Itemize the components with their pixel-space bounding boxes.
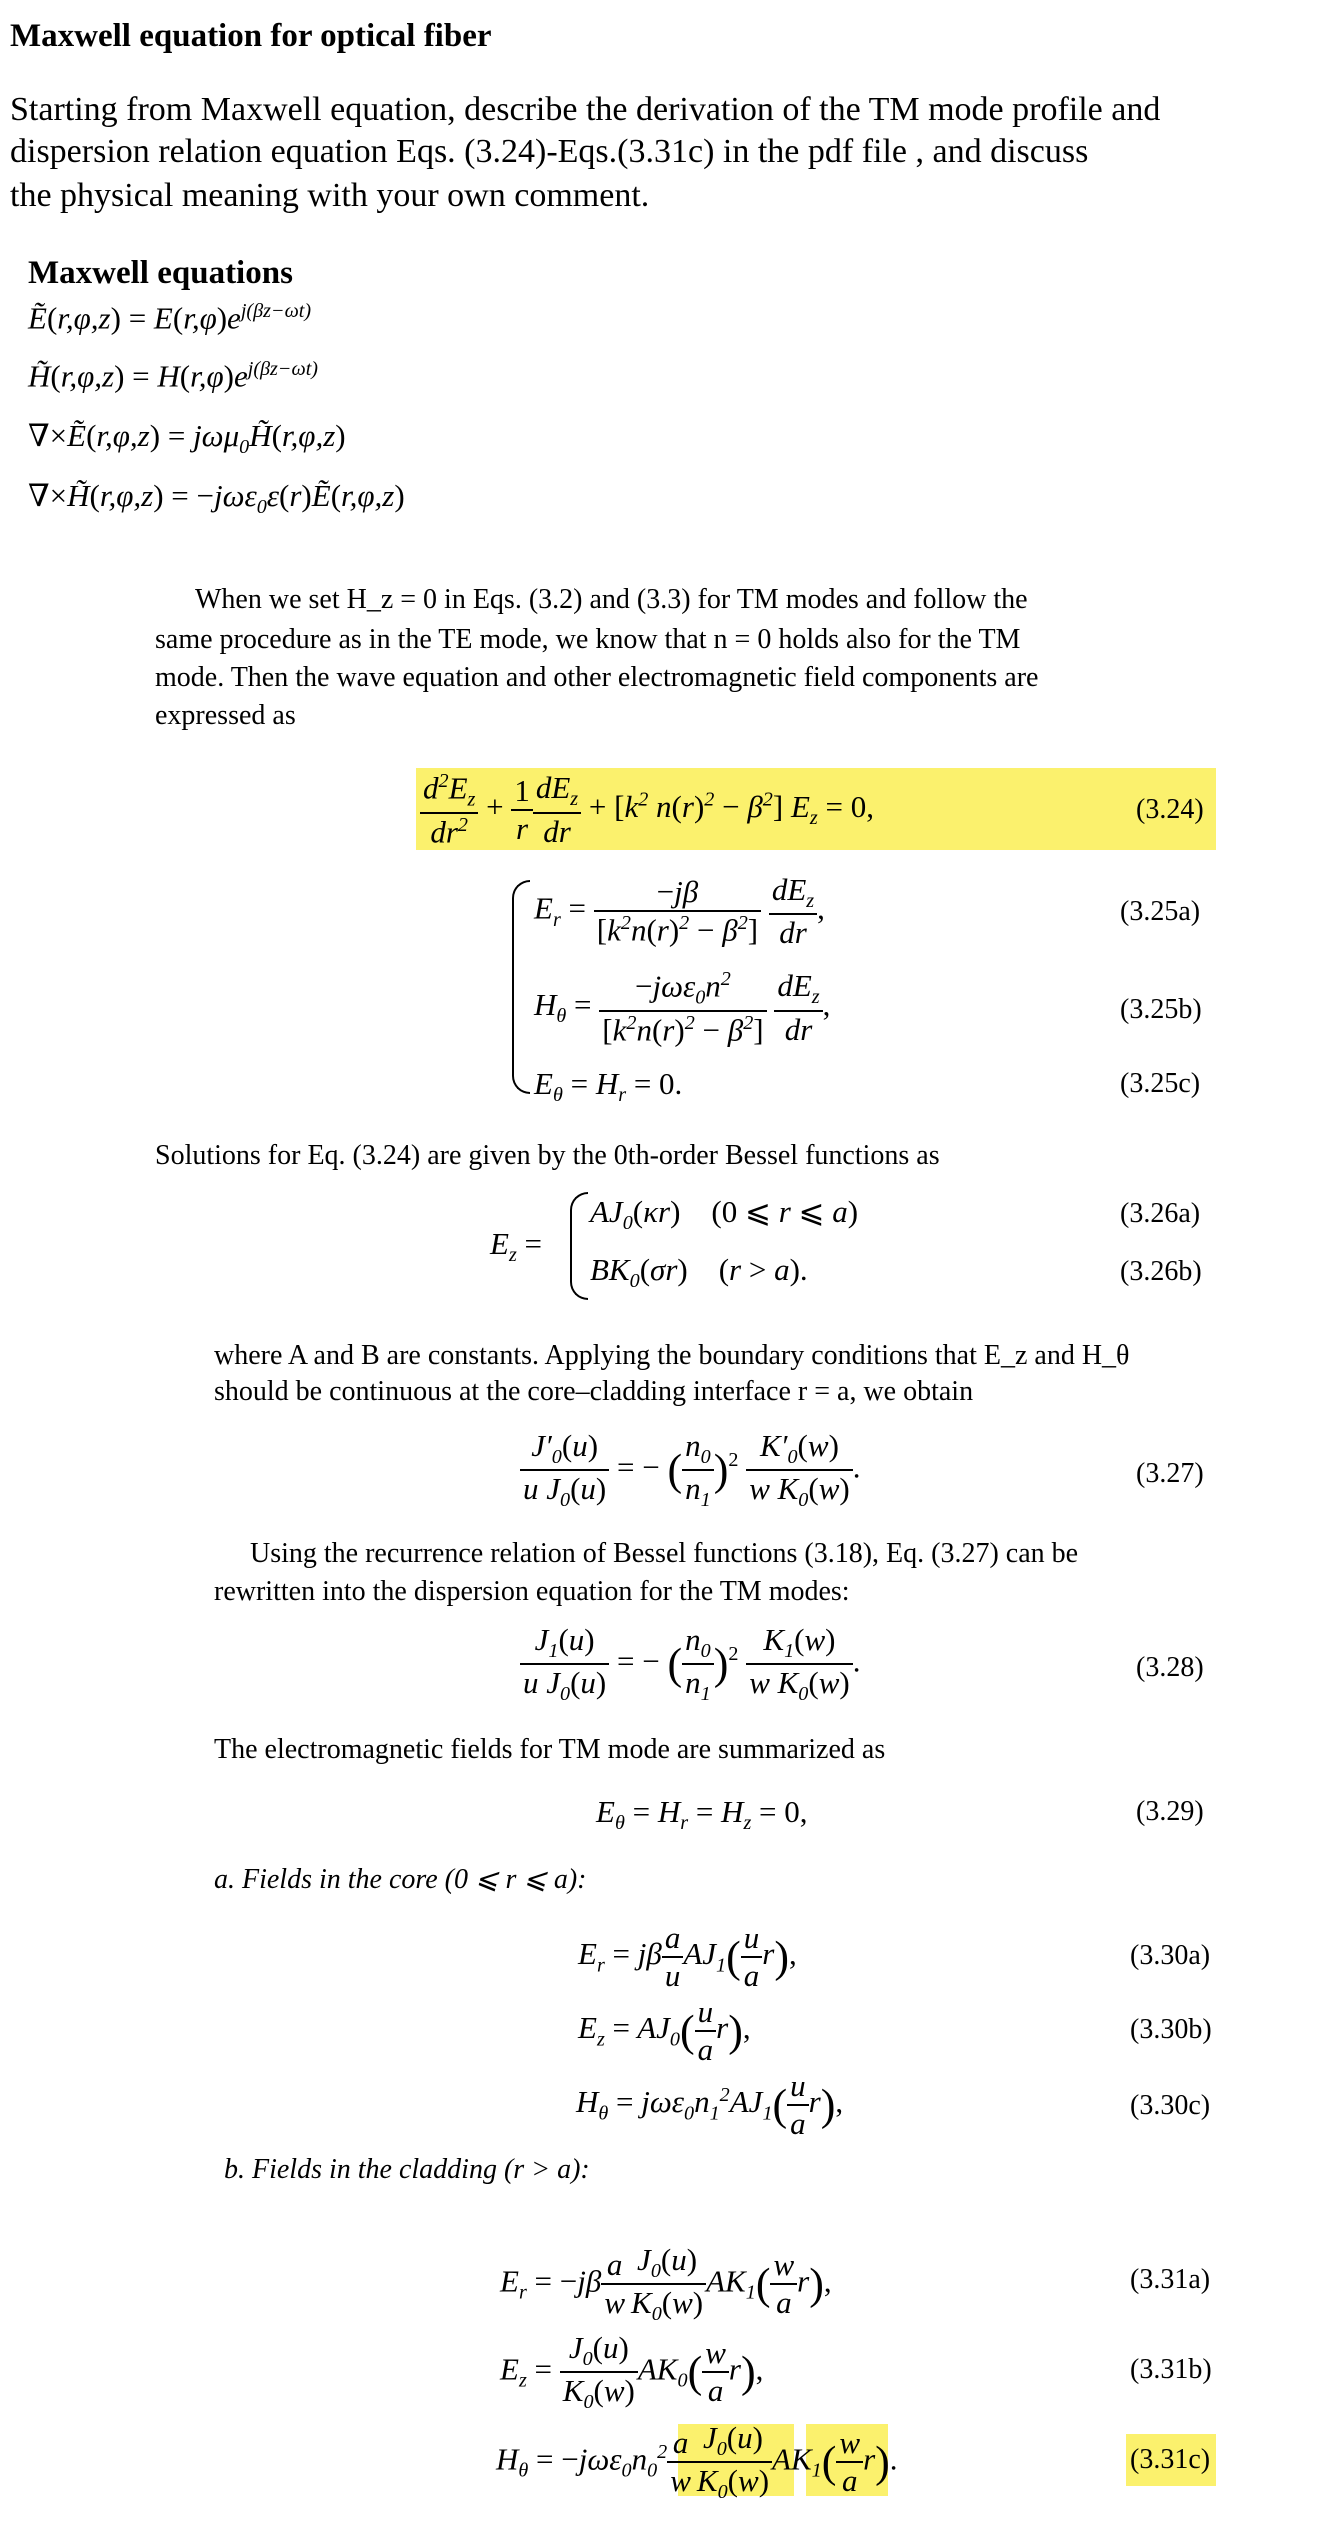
eqnum-3-27: (3.27) [1136, 1458, 1204, 1489]
intro-line-2: same procedure as in the TE mode, we know that n = 0 holds also for the TM [155, 624, 1021, 655]
eq-3-25c: $E_\theta = H_r = 0$. [534, 1066, 683, 1107]
eq-3-29: $E_\theta = H_r = H_z = 0$, [596, 1794, 808, 1835]
constants-line-1: where A and B are constants. Applying the boundary conditions that E_z and H_θ [214, 1340, 1130, 1371]
eq-3-25b: $H_\theta$ = $\frac{-j\omega\varepsilon_0n^2}{[k^2n(r)^2 - \beta^2]}$ $\frac{dE_z}{dr}$ , [534, 968, 831, 1047]
eq-3-26a: $AJ_0(\kappa r)$ (0 ⩽ r ⩽ a) [590, 1194, 859, 1235]
eq-3-30b: $E_z = AJ_0$( $\frac{u}{a}$ r), [578, 1994, 751, 2067]
eqnum-3-25a: (3.25a) [1120, 896, 1201, 927]
eqnum-3-31a: (3.31a) [1130, 2264, 1211, 2295]
eq-3-25-brace [512, 880, 530, 1094]
eq-3-30c: $H_\theta = j\omega\varepsilon_0n_1^2AJ_1$( $\frac{u}{a}$ r), [576, 2068, 844, 2141]
eq-3-30a: $E_r = j\beta$ $\frac{a}{u}$ $AJ_1$( $\frac{u}{a}$ r), [578, 1920, 797, 1993]
cladding-label: b. Fields in the cladding (r > a): [224, 2154, 590, 2185]
eqnum-3-24: (3.24) [1136, 794, 1204, 825]
constants-line-2: should be continuous at the core–cladding interface r = a, we obtain [214, 1376, 974, 1407]
maxwell-heading: Maxwell equations [28, 255, 293, 291]
eq-3-26-brace [570, 1192, 588, 1300]
prompt-line-1: Starting from Maxwell equation, describe the derivation of the TM mode profile and [10, 91, 1161, 128]
maxwell-eq-1: Ẽ(r,φ,z) = $E(r,\varphi)e^{j(\beta z-\omega t)}$ [28, 300, 312, 336]
eqnum-3-29: (3.29) [1136, 1796, 1204, 1827]
eqnum-3-30a: (3.30a) [1130, 1940, 1211, 1971]
recurrence-line-2: rewritten into the dispersion equation for the TM modes: [214, 1576, 850, 1607]
eq-3-28: $\frac{J_1(u)}{u J_0(u)}$ = − ( $\frac{n_0}{n_1}$ )$^2$ $\frac{K_1(w)}{w K_0(w)}$ . [520, 1622, 860, 1706]
eq-3-26-lhs: $E_z$ = [490, 1226, 543, 1267]
eq-3-31c: $H_\theta = -j\omega\varepsilon_0n_0^2$ $\frac{a}{w}$ $\frac{J_0(u)}{K_0(w)}$ $AK_1$( $\frac{w}{a}$ r). [496, 2420, 898, 2504]
prompt-line-3: the physical meaning with your own comment. [10, 177, 650, 214]
maxwell-eq-2: H̃(r,φ,z) = $H(r,\varphi)e^{j(\beta z-\omega t)}$ [28, 358, 319, 394]
intro-line-4: expressed as [155, 700, 296, 731]
eqnum-3-26b: (3.26b) [1120, 1256, 1202, 1287]
maxwell-eq-4: ∇×H̃(r,φ,z) = −jωε$_0$ε(r)Ẽ(r,φ,z) [28, 478, 405, 519]
eq-3-24: $\frac{d^2E_z}{dr^2}$ + $\frac{1}{r}$ $\frac{dE_z}{dr}$ + [$k^2$ $n(r)^2 - \beta^2$] $E_z = 0$, [420, 770, 874, 850]
eq-3-27: $\frac{J'_0(u)}{u J_0(u)}$ = − ( $\frac{n_0}{n_1}$ )$^2$ $\frac{K'_0(w)}{w K_0(w)}$ . [520, 1428, 860, 1512]
recurrence-line-1: Using the recurrence relation of Bessel functions (3.18), Eq. (3.27) can be [250, 1538, 1079, 1569]
eqnum-3-30b: (3.30b) [1130, 2014, 1212, 2045]
eq-3-31b: $E_z$ = $\frac{J_0(u)}{K_0(w)}$ $AK_0$( $\frac{w}{a}$ r), [500, 2330, 764, 2414]
eqnum-3-25b: (3.25b) [1120, 994, 1202, 1025]
intro-line-1: When we set H_z = 0 in Eqs. (3.2) and (3.3) for TM modes and follow the [195, 584, 1028, 615]
eqnum-3-26a: (3.26a) [1120, 1198, 1201, 1229]
maxwell-eq-3: ∇×Ẽ(r,φ,z) = jωμ$_0$H̃(r,φ,z) [28, 418, 346, 459]
eqnum-3-31b: (3.31b) [1130, 2354, 1212, 2385]
eqnum-3-30c: (3.30c) [1130, 2090, 1211, 2121]
summary-text: The electromagnetic fields for TM mode are summarized as [214, 1734, 886, 1765]
eqnum-3-31c: (3.31c) [1130, 2444, 1211, 2475]
eqnum-3-28: (3.28) [1136, 1652, 1204, 1683]
eqnum-3-25c: (3.25c) [1120, 1068, 1201, 1099]
intro-line-3: mode. Then the wave equation and other electromagnetic field components are [155, 662, 1039, 693]
prompt-line-2: dispersion relation equation Eqs. (3.24)-Eqs.(3.31c) in the pdf file , and discuss [10, 133, 1089, 170]
page-title: Maxwell equation for optical fiber [10, 18, 492, 54]
eq-3-31a: $E_r = -j\beta$ $\frac{a}{w}$ $\frac{J_0(u)}{K_0(w)}$ $AK_1$( $\frac{w}{a}$ r), [500, 2242, 832, 2326]
eq-3-26b: $BK_0(\sigma r)$ (r > a). [590, 1252, 808, 1293]
eq-3-25a: $E_r$ = $\frac{-j\beta}{[k^2n(r)^2 - \beta^2]}$ $\frac{dE_z}{dr}$ , [534, 872, 825, 951]
solutions-text: Solutions for Eq. (3.24) are given by the 0th-order Bessel functions as [155, 1140, 940, 1171]
core-label: a. Fields in the core (0 ⩽ r ⩽ a): [214, 1864, 587, 1895]
